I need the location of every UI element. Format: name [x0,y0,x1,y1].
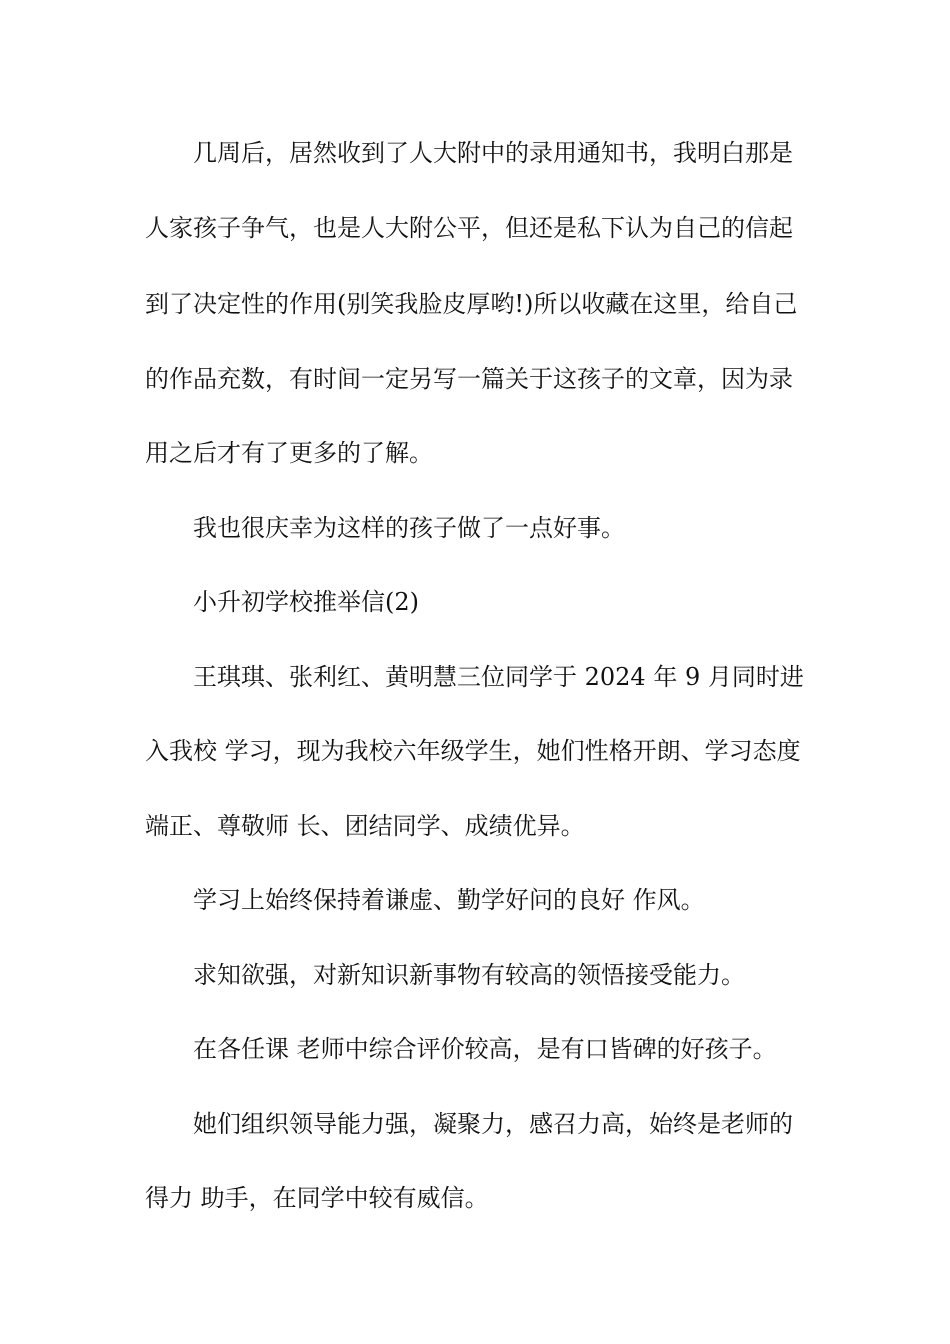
paragraph-line: 我也很庆幸为这样的孩子做了一点好事。 [193,514,625,542]
paragraph-line: 入我校 学习，现为我校六年级学生，她们性格开朗、学习态度 [145,737,801,765]
paragraph-line: 到了决定性的作用(别笑我脸皮厚哟!)所以收藏在这里，给自己 [145,290,798,318]
paragraph-line: 人家孩子争气，也是人大附公平，但还是私下认为自己的信起 [145,214,793,242]
paragraph-line: 端正、尊敬师 长、团结同学、成绩优异。 [145,812,585,840]
paragraph-line: 用之后才有了更多的了解。 [145,439,433,467]
paragraph-line: 在各任课 老师中综合评价较高，是有口皆碑的好孩子。 [193,1035,777,1063]
paragraph-line: 她们组织领导能力强，凝聚力，感召力高，始终是老师的 [193,1110,793,1138]
paragraph-line: 求知欲强，对新知识新事物有较高的领悟接受能力。 [193,961,745,989]
paragraph-line: 的作品充数，有时间一定另写一篇关于这孩子的文章，因为录 [145,365,793,393]
paragraph-line: 几周后，居然收到了人大附中的录用通知书，我明白那是 [193,139,793,167]
section-heading: 小升初学校推举信(2) [193,588,419,616]
paragraph-line: 王琪琪、张利红、黄明慧三位同学于 2024 年 9 月同时进 [193,663,804,691]
paragraph-line: 学习上始终保持着谦虚、勤学好问的良好 作风。 [193,886,705,914]
paragraph-line: 得力 助手，在同学中较有威信。 [145,1184,489,1212]
